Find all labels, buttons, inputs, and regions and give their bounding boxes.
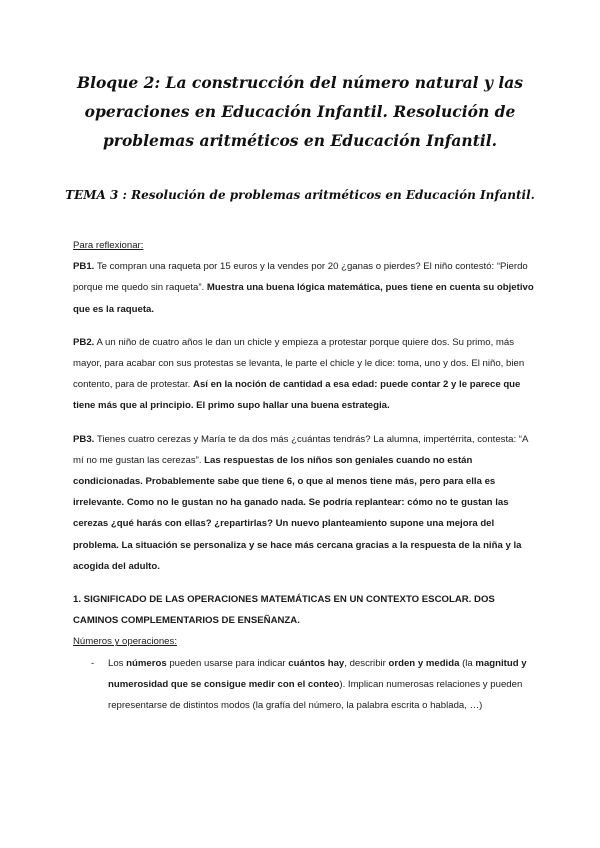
bullet-text: , describir	[344, 657, 389, 669]
topic-subtitle: TEMA 3 : Resolución de problemas aritméticos en Educación Infantil.	[65, 188, 535, 202]
reflect-heading: Para reflexionar:	[73, 240, 144, 251]
bullet-dash: -	[91, 657, 95, 669]
bullet-text: pueden usarse para indicar	[166, 657, 289, 669]
problem-3-text: Tienes cuatro cerezas y María te da dos más ¿cuántas tendrás? La alumna, impertérrita, contesta: “A mí no me gustan las cerezas”.	[73, 433, 528, 466]
problem-3	[73, 429, 535, 577]
bullet-text: Los	[108, 657, 127, 669]
problem-2-comment: Así en la noción de cantidad a esa edad: puede contar 2 y le parece que tiene más que al principio. El primo supo hallar una buena estrategia.	[73, 379, 521, 412]
bullet-bold: orden y medida	[388, 657, 460, 669]
problem-1-label: PB1.	[73, 261, 95, 273]
list-item	[73, 653, 535, 717]
document-body	[73, 235, 535, 716]
problem-3-comment: Las respuestas de los niños son geniales cuando no están condicionadas. Probablemente sabe que tiene 6, o que al menos tiene más, pero para ella es irrelevante. Como no le gustan no ha ganado nada. Se podría replantear: cómo no te gustan las cerezas ¿qué harás con ellas? ¿repartirlas? Un nuevo planteamiento supone una mejora del problema. La situación se personaliza y se hace más cercana gracias a la respuesta de la niña y la acogida del adulto.	[73, 454, 522, 572]
problem-3-label: PB3.	[73, 433, 95, 445]
document-title: Bloque 2: La construcción del número natural y las operaciones en Educación Infantil. Resolución de problemas aritméticos en Educación Infantil.	[76, 73, 524, 150]
problem-1-text: Te compran una raqueta por 15 euros y la vendes por 20 ¿ganas o pierdes? El niño contestó: “Pierdo porque me quedo sin raqueta”.	[73, 261, 528, 294]
bullet-text: (la	[459, 657, 476, 669]
spacer	[73, 320, 535, 332]
bullet-bold: números	[126, 657, 167, 669]
problem-1-comment: Muestra una buena lógica matemática, pues tiene en cuenta su objetivo que es la raqueta.	[73, 282, 534, 315]
problem-2-text: A un niño de cuatro años le dan un chicle y empieza a protestar porque quiere dos. Su primo, más mayor, para acabar con sus protestas se levanta, le parte el chicle y le dice: toma, uno y dos. El niño, bien contento, para de protestar.	[73, 336, 525, 391]
problem-2-label: PB2.	[73, 336, 95, 348]
bullet-text: ). Implican numerosas relaciones y pueden representarse de distintos modos (la grafía del número, la palabra escrita o hablada, …)	[108, 678, 523, 712]
bullet-list	[73, 653, 535, 717]
spacer	[73, 577, 535, 589]
problem-2	[73, 332, 535, 417]
spacer	[73, 417, 535, 429]
bullet-bold: cuántos hay	[288, 657, 345, 669]
section-1-title: 1. SIGNIFICADO DE LAS OPERACIONES MATEMÁTICAS EN UN CONTEXTO ESCOLAR. DOS CAMINOS COMPLEMENTARIOS DE ENSEÑANZA.	[73, 594, 495, 627]
section-1-subheading: Números y operaciones:	[73, 636, 177, 648]
bullet-bold: magnitud y numerosidad que se consigue medir con el conteo	[108, 657, 527, 690]
problem-1	[73, 256, 535, 320]
